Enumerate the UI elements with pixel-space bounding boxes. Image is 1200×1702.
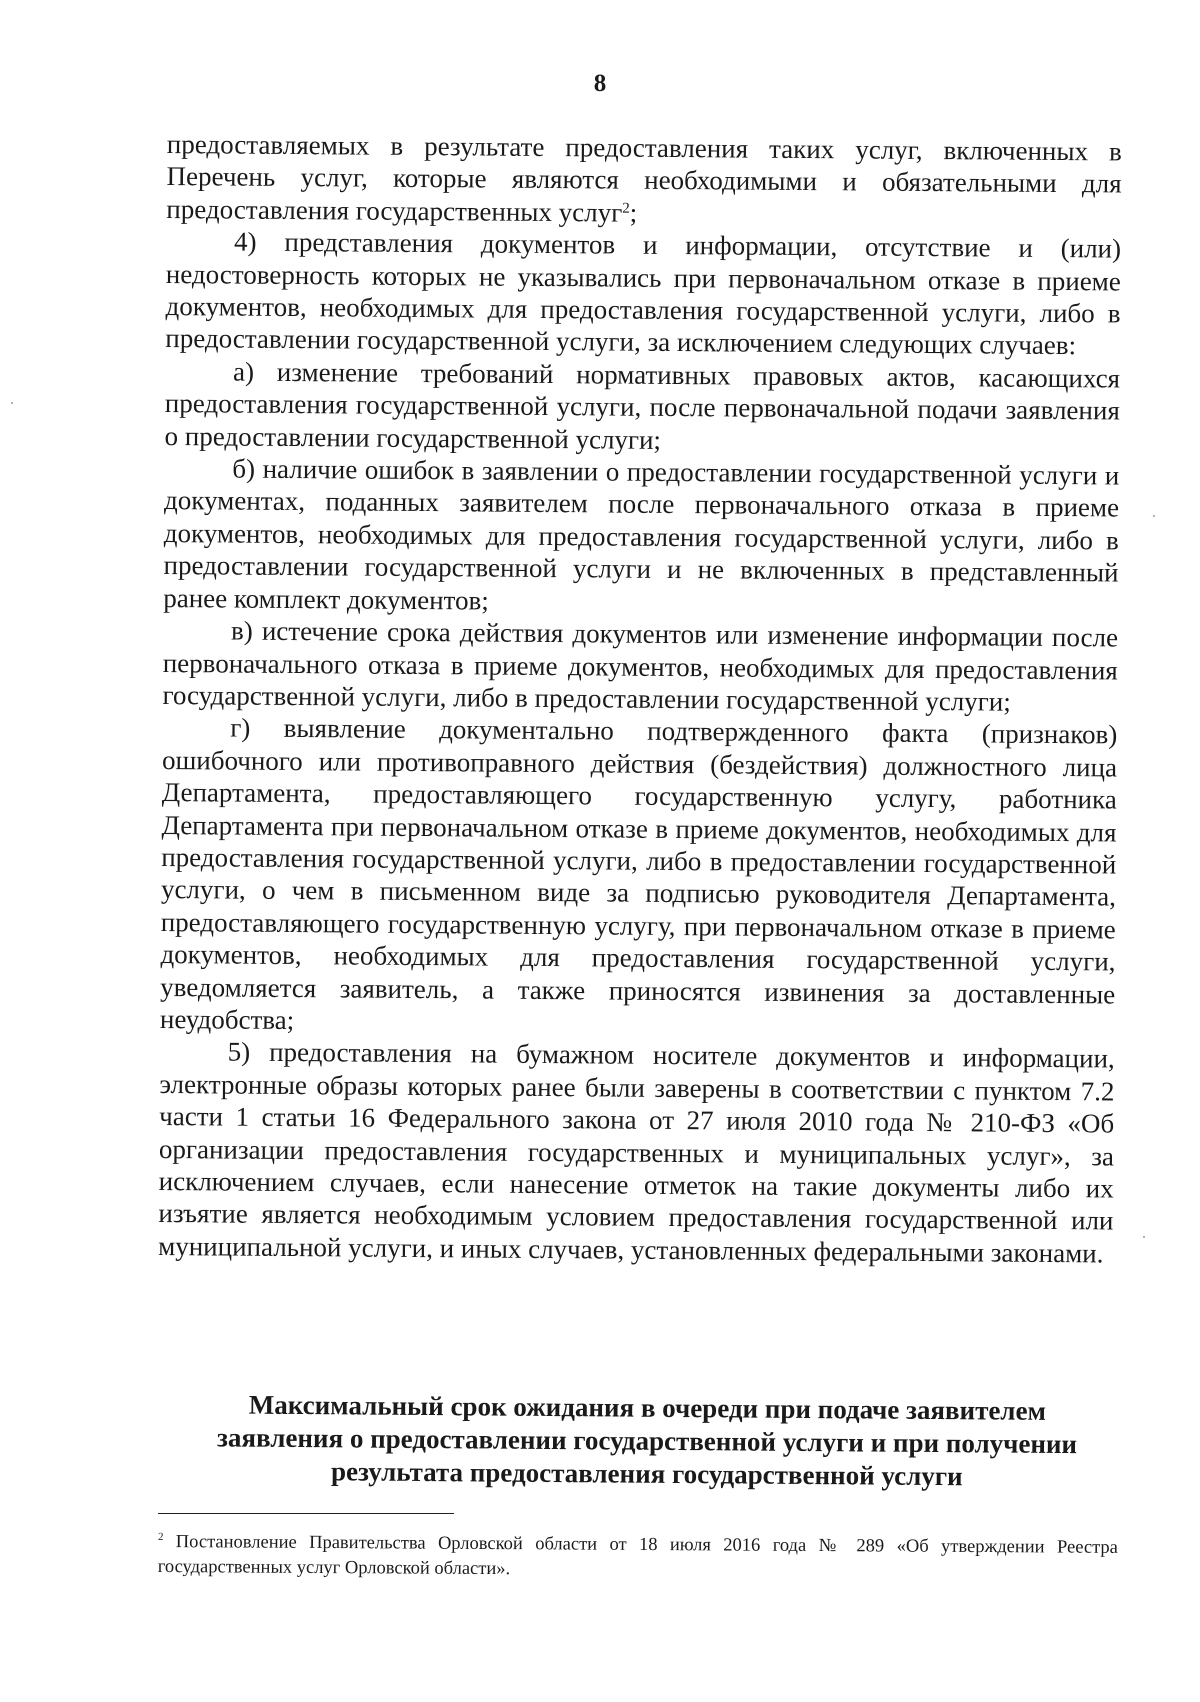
list-item-5: 5) предоставления на бумажном носителе документов и информации, электронные образы которых ранее были заверены в соответствии с пунктом 7.2 части 1 статьи 16 Федерального закона от 27 июля 2010 года № 210-ФЗ «Об организации предоставления государственных и муниципальных услуг», за исключением случаев, если нанесение отметок на такие документы либо их изъятие является необходимым условием предоставления государственной или муниципальной услуги, и иных случаев, установленных федеральными законами. (158, 1036, 1115, 1269)
list-item-4: 4) представления документов и информации, отсутствие и (или) недостоверность которых не указывались при первоначальном отказе в приеме документов, необходимых для предоставления государственной услуги, либо в предоставлении государственной услуги, за исключением следующих случаев: (165, 226, 1122, 361)
scan-speck (1153, 515, 1155, 517)
scan-speck (1143, 1236, 1145, 1238)
section-heading-line: Максимальный срок ожидания в очереди при подаче заявителем (248, 1389, 1047, 1426)
page-number: 8 (593, 70, 607, 97)
footnote-separator (158, 1513, 454, 1514)
section-heading-line: заявления о предоставлении государственной услуги и при получении (217, 1422, 1078, 1460)
sub-item-g: г) выявление документально подтвержденного факта (признаков) ошибочного или противоправного действия (бездействия) должностного лица Департамента, предоставляющего государственную услугу, работника Департамента при первоначальном отказе в приеме документов, необходимых для предоставления государственной услуги, либо в предоставлении государственной услуги, о чем в письменном виде за подписью руководителя Департамента, предоставляющего государственную услугу, при первоначальном отказе в приеме документов, необходимых для предоставления государственной услуги, уведомляется заявитель, а также приносятся извинения за доставленные неудобства; (159, 712, 1118, 1035)
footnote (158, 1530, 1118, 1586)
section-heading-line: результата предоставления государственной услуги (330, 1456, 963, 1492)
scan-speck (11, 402, 13, 404)
footnote-text: Постановление Правительства Орловской области от 18 июля 2016 года № 289 «Об утверждении Реестра государственных услуг Орловской области». (157, 1532, 1118, 1580)
paragraph-continuation (166, 128, 1122, 233)
footnote-reference: 2 (622, 200, 630, 217)
paragraph-continuation-end: ; (629, 197, 638, 228)
sub-item-b: б) наличие ошибок в заявлении о предоставлении государственной услуги и документах, поданных заявителем после первоначального отказа в приеме документов, необходимых для предоставления государственной услуги, либо в предоставлении государственной услуги и не включенных в представленный ранее комплект документов; (163, 453, 1120, 616)
footnote-marker: 2 (157, 1531, 164, 1544)
body-text (158, 128, 1122, 1270)
sub-item-v: в) истечение срока действия документов или изменение информации после первоначального отказа в приеме документов, необходимых для предоставления государственной услуги, либо в предоставлении государственной услуги; (162, 615, 1119, 717)
section-heading (169, 1388, 1125, 1494)
sub-item-a: а) изменение требований нормативных правовых актов, касающихся предоставления государственной услуги, после первоначальной подачи заявления о предоставлении государственной услуги; (164, 356, 1121, 455)
paragraph-continuation-text: предоставляемых в результате предоставления таких услуг, включенных в Перечень услуг, которые являются необходимыми и обязательными для предоставления государственных услуг (166, 128, 1122, 228)
